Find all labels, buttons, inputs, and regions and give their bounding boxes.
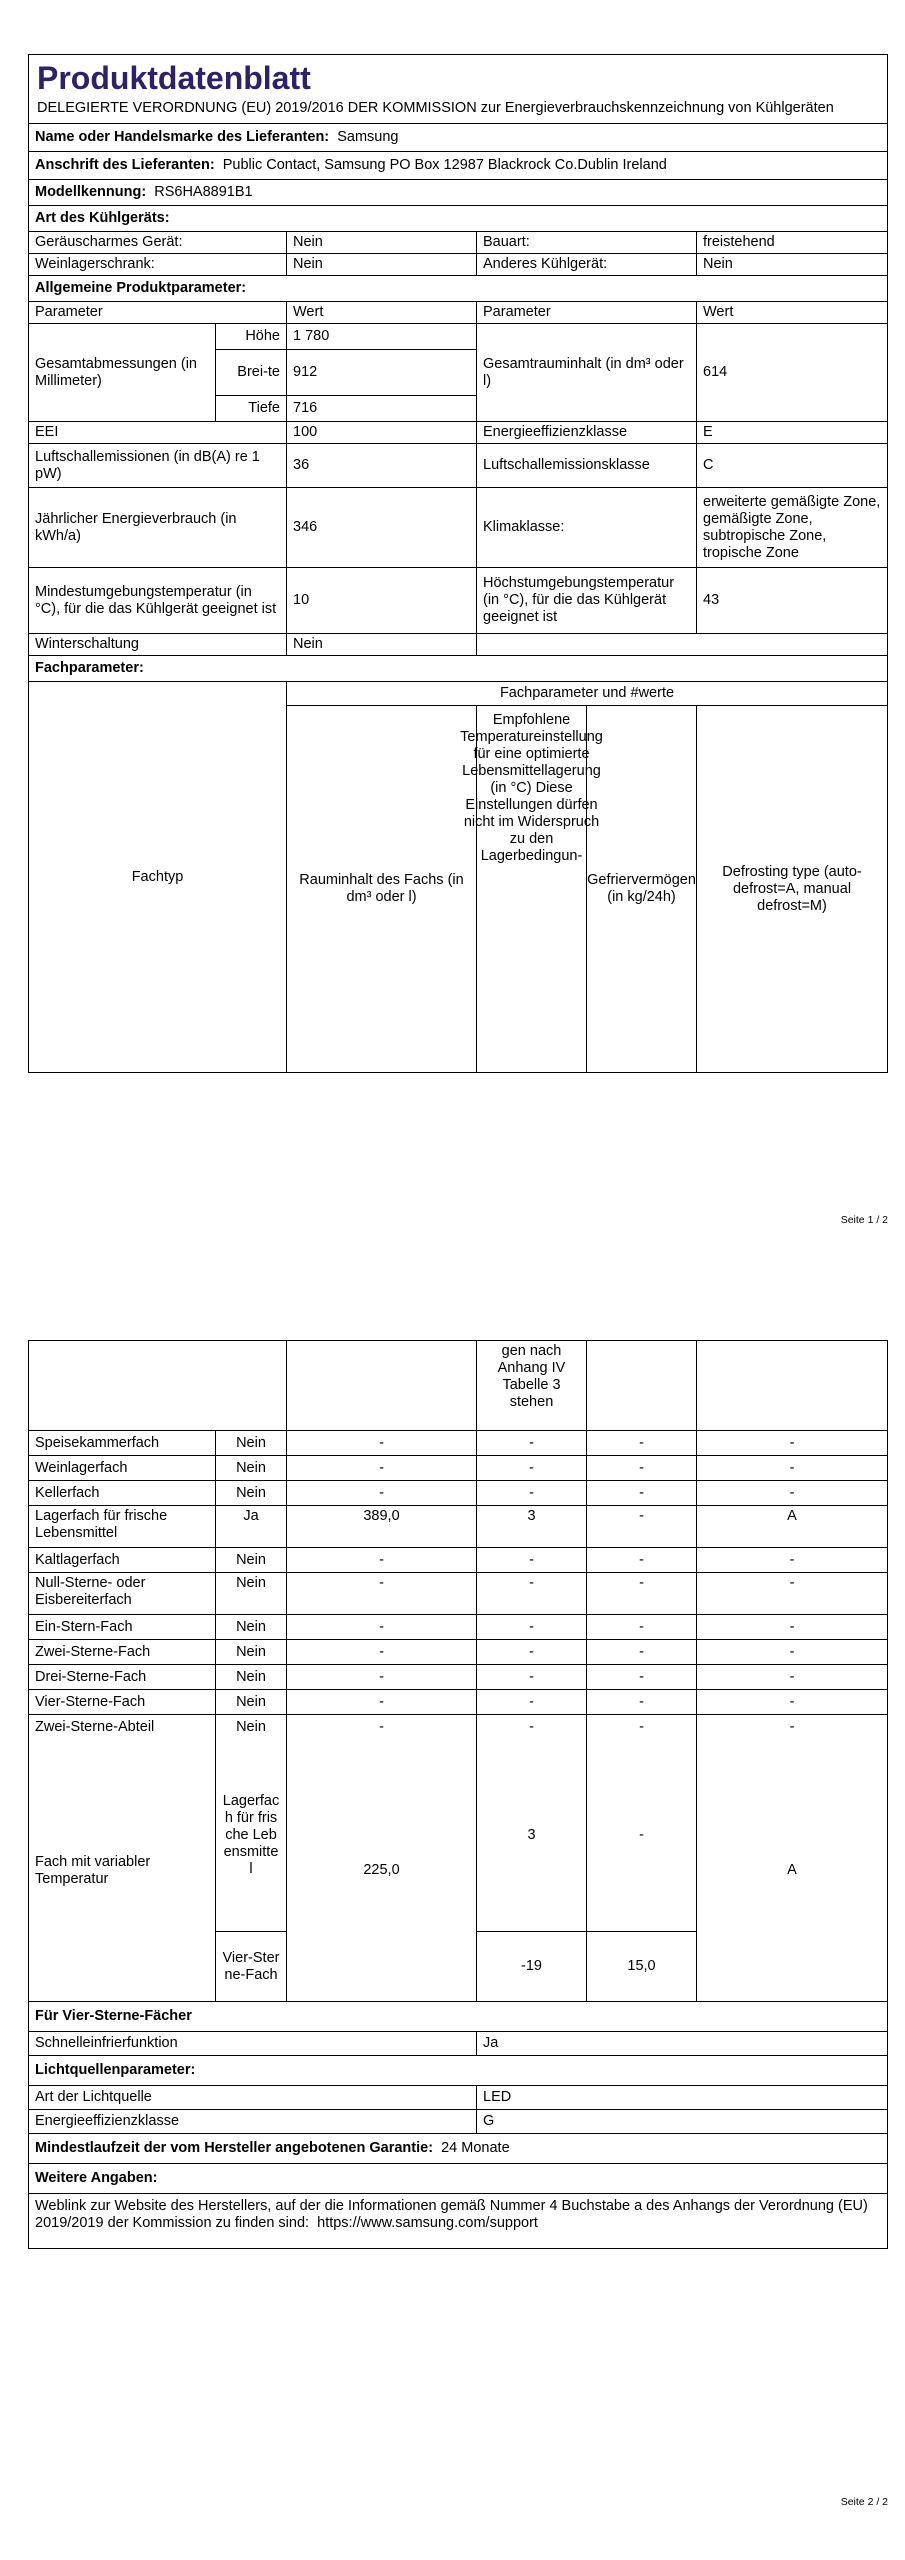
fach-volume: - [287,1456,477,1480]
noise-class-label: Luftschallemissionsklasse [477,444,697,487]
table-row [29,1456,887,1481]
noise-value: 36 [287,444,477,487]
warranty-label: Mindestlaufzeit der vom Hersteller angebotenen Garantie: [35,2140,434,2156]
fach-section-heading: Fachparameter: [35,660,144,676]
fach-volume: - [287,1690,477,1714]
page-2 [0,1280,905,2560]
volume-label: Gesamtrauminhalt (in dm³ oder l) [477,324,697,421]
fach-volume: - [287,1665,477,1689]
fach-present: Nein [216,1456,287,1480]
build-label: Bauart: [477,232,697,253]
fach-present: Nein [216,1548,287,1572]
fach-present: Nein [216,1615,287,1639]
light-type-value: LED [483,2089,512,2105]
quick-freeze-value: Ja [483,2035,499,2051]
fach-present: Ja [216,1506,287,1547]
variable-name: Fach mit variabler Temperatur [29,1740,216,2001]
wine-label: Weinlagerschrank: [29,254,287,275]
model-value: RS6HA8891B1 [154,184,253,200]
defrost-header: Defrosting type (auto-defrost=A, manual defrost=M) [722,863,862,914]
fach-name: Kaltlagerfach [29,1548,216,1572]
fach-freeze: - [587,1548,697,1572]
depth-value: 716 [293,400,318,416]
variable-sub1-temp: 3 [477,1740,587,1931]
variable-sub2-label: Vier-Sterne-Fach [222,1949,280,1983]
width-value: 912 [293,364,318,380]
fach-defrost: - [789,1575,795,1591]
light-class-label: Energieeffizienzklasse [29,2110,477,2133]
fach-name: Drei-Sterne-Fach [29,1665,216,1689]
fachtyp-header: Fachtyp [29,682,287,1072]
fach-volume: - [287,1481,477,1505]
volume-value: 614 [703,364,728,380]
fach-name: Kellerfach [29,1481,216,1505]
product-sheet-page-2 [28,1340,888,2249]
fach-name: Vier-Sterne-Fach [29,1690,216,1714]
address-label: Anschrift des Lieferanten: [35,157,215,173]
variable-volume: 225,0 [287,1740,477,2001]
depth-label: Tiefe [216,396,287,421]
other-value: Nein [703,256,733,272]
freeze-header: Gefriervermögen (in kg/24h) [587,706,697,1072]
energy-label: Jährlicher Energieverbrauch (in kWh/a) [29,488,287,567]
fach-present: Nein [216,1715,287,1740]
fach-present: Nein [216,1573,287,1614]
fach-freeze: - [587,1640,697,1664]
fach-freeze: - [587,1715,697,1740]
fach-values-header: Fachparameter und #werte [499,685,675,701]
value-header: Wert [287,302,477,323]
fach-temp: - [477,1715,587,1740]
page-number-2: Seite 2 / 2 [840,2496,888,2508]
table-row [29,1640,887,1665]
quick-freeze-label: Schnelleinfrierfunktion [29,2032,477,2055]
fach-present: Nein [216,1481,287,1505]
model-label: Modellkennung: [35,184,147,200]
fach-freeze: - [587,1456,697,1480]
min-temp-value: 10 [287,568,477,633]
fach-defrost: - [789,1459,795,1476]
fach-defrost: - [789,1434,795,1451]
variable-sub1-label: Lagerfach für frische Lebensmittel [222,1793,280,1877]
fach-defrost: - [789,1484,795,1501]
fach-defrost: - [789,1719,795,1735]
variable-sub2-temp: -19 [477,1932,587,2001]
energy-value: 346 [287,488,477,567]
climate-label: Klimaklasse: [477,488,697,567]
doc-title: Produktdatenblatt [37,60,311,96]
table-row [29,1431,887,1456]
fach-present: Nein [216,1690,287,1714]
dims-label: Gesamtabmessungen (in Millimeter) [29,324,216,421]
fach-temp: - [477,1665,587,1689]
other-label: Anderes Kühlgerät: [477,254,697,275]
address-value: Public Contact, Samsung PO Box 12987 Blackrock Co.Dublin Ireland [222,157,667,173]
table-row [29,1506,887,1548]
noise-label: Luftschallemissionen (in dB(A) re 1 pW) [29,444,287,487]
height-value: 1 780 [293,328,330,344]
fach-freeze: - [587,1665,697,1689]
volume-header: Rauminhalt des Fachs (in dm³ oder l) [287,706,477,1072]
fach-name: Lagerfach für frische Lebensmittel [29,1506,216,1547]
weblink-text: Weblink zur Website des Herstellers, auf der die Informationen gemäß Nummer 4 Buchstabe a des Anhangs der Verordnung (EU) 2019/2019 der Kommission zu finden sind: [35,2198,868,2231]
build-value: freistehend [703,234,775,250]
wine-value: Nein [287,254,477,275]
param-header-2: Parameter [477,302,697,323]
max-temp-value: 43 [703,592,720,608]
type-section-heading: Art des Kühlgeräts: [35,210,170,226]
table-row [29,1715,887,1740]
table-row [29,1481,887,1506]
eei-value: 100 [287,422,477,443]
table-row [29,1573,887,1615]
four-star-section-heading: Für Vier-Sterne-Fächer [35,2008,192,2024]
eclass-label: Energieeffizienzklasse [477,422,697,443]
fach-name: Weinlagerfach [29,1456,216,1480]
fach-volume: 389,0 [287,1506,477,1547]
page-number-1: Seite 1 / 2 [840,1214,888,1226]
table-row [29,1665,887,1690]
fach-defrost: - [789,1693,795,1710]
variable-defrost: A [787,1862,797,1878]
fach-volume: - [287,1615,477,1639]
low-noise-value: Nein [287,232,477,253]
product-sheet-page-1 [28,54,888,1073]
regulation-text: DELEGIERTE VERORDNUNG (EU) 2019/2016 DER KOMMISSION zur Energieverbrauchskennzeichnung von Kühlgeräten [37,100,834,116]
light-section-heading: Lichtquellenparameter: [35,2062,196,2078]
fach-temp: - [477,1573,587,1614]
fach-temp: - [477,1615,587,1639]
fach-name: Speisekammerfach [29,1431,216,1455]
fach-temp: - [477,1431,587,1455]
variable-sub2-freeze: 15,0 [627,1958,656,1974]
fach-present: Nein [216,1431,287,1455]
table-row [29,1690,887,1715]
light-class-value: G [483,2113,495,2129]
temp-header-part2: gen nach Anhang IV Tabelle 3 stehen [477,1341,587,1430]
fach-defrost: A [787,1508,797,1524]
width-label: Brei-te [216,350,287,395]
fach-name: Null-Sterne- oder Eisbereiterfach [29,1573,216,1614]
fach-volume: - [287,1573,477,1614]
fach-volume: - [287,1640,477,1664]
fach-temp: 3 [477,1506,587,1547]
fach-freeze: - [587,1481,697,1505]
fach-volume: - [287,1715,477,1740]
fach-volume: - [287,1431,477,1455]
supplier-label: Name oder Handelsmarke des Lieferanten: [35,129,330,145]
fach-present: Nein [216,1665,287,1689]
fach-volume: - [287,1548,477,1572]
supplier-value: Samsung [337,129,399,145]
fach-present: Nein [216,1640,287,1664]
min-temp-label: Mindestumgebungstemperatur (in °C), für die das Kühlgerät geeignet ist [29,568,287,633]
fach-freeze: - [587,1431,697,1455]
winter-label: Winterschaltung [29,634,287,655]
fach-temp: - [477,1481,587,1505]
light-type-label: Art der Lichtquelle [29,2086,477,2109]
param-header: Parameter [29,302,287,323]
table-row [29,1615,887,1640]
fach-temp: - [477,1690,587,1714]
max-temp-label: Höchstumgebungstemperatur (in °C), für die das Kühlgerät geeignet ist [477,568,697,633]
table-row [29,1548,887,1573]
winter-value: Nein [287,634,477,655]
fach-freeze: - [587,1506,697,1547]
fach-freeze: - [587,1615,697,1639]
fach-defrost: - [789,1643,795,1660]
fach-freeze: - [587,1690,697,1714]
eei-label: EEI [29,422,287,443]
fach-temp: - [477,1640,587,1664]
general-section-heading: Allgemeine Produktparameter: [35,280,247,296]
fach-name: Zwei-Sterne-Fach [29,1640,216,1664]
climate-value: erweiterte gemäßigte Zone, gemäßigte Zone, subtropische Zone, tropische Zone [703,493,881,561]
fach-defrost: - [789,1551,795,1568]
fach-defrost: - [789,1668,795,1685]
fach-temp: - [477,1548,587,1572]
low-noise-label: Geräuscharmes Gerät: [29,232,287,253]
more-section-heading: Weitere Angaben: [35,2170,158,2186]
fach-freeze: - [587,1573,697,1614]
weblink-url[interactable]: https://www.samsung.com/support [317,2215,538,2231]
fach-temp: - [477,1456,587,1480]
fach-name: Zwei-Sterne-Abteil [29,1715,216,1740]
noise-class-value: C [703,457,714,473]
fach-name: Ein-Stern-Fach [29,1615,216,1639]
eclass-value: E [703,424,713,440]
value-header-2: Wert [703,304,734,320]
variable-sub1-freeze: - [639,1827,644,1843]
height-label: Höhe [216,324,287,349]
temp-header-part1: Empfohlene Temperatureinstellung für eine optimierte Lebensmittellagerung (in °C) Diese Einstellungen dürfen nicht im Widerspruch zu den Lagerbedingun- [477,706,587,1072]
warranty-value: 24 Monate [441,2140,510,2156]
fach-defrost: - [789,1618,795,1635]
